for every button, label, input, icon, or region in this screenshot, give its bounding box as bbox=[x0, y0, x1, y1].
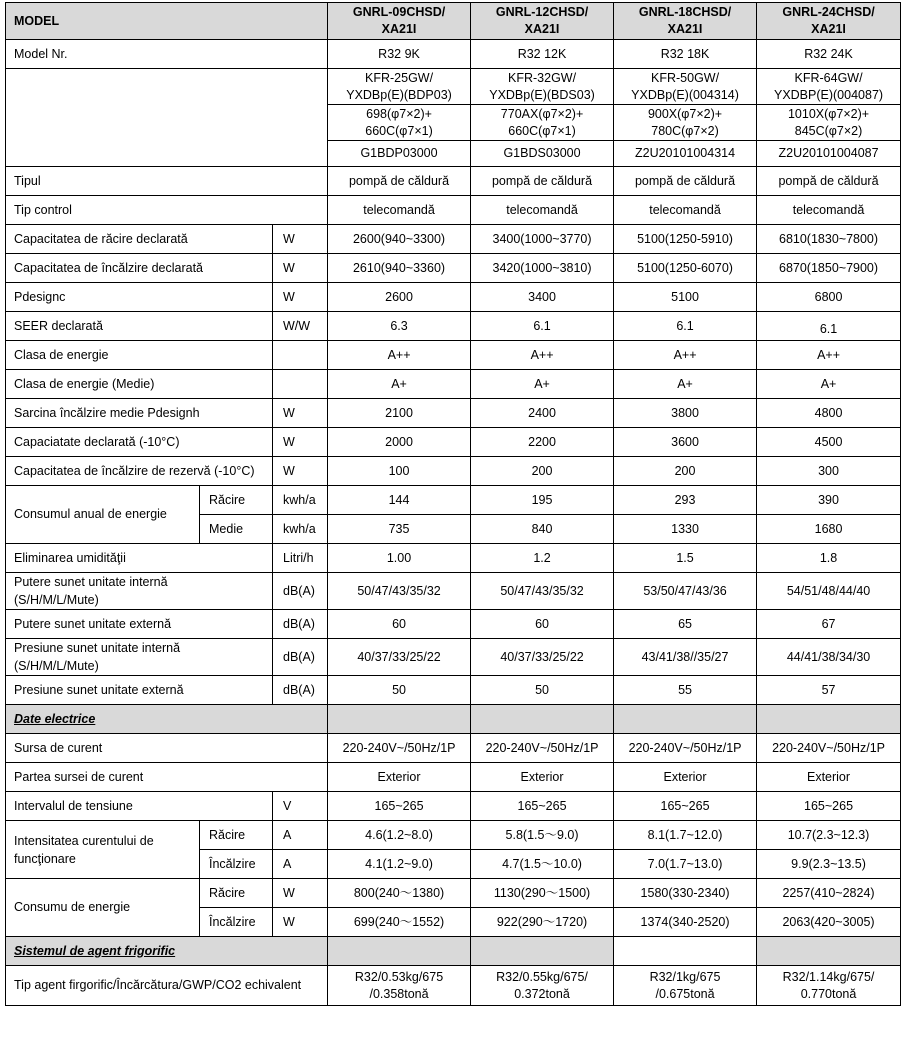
model-name-line1: GNRL-24CHSD/ bbox=[782, 5, 875, 19]
value-line2: YXDBp(E)(004314) bbox=[631, 87, 739, 102]
cell-value: R32 9K bbox=[328, 40, 471, 69]
cell-value: pompă de căldură bbox=[757, 167, 901, 196]
unit-cell: kwh/a bbox=[273, 515, 328, 544]
unit-cell bbox=[273, 370, 328, 399]
blank-cell bbox=[328, 937, 471, 966]
cell-value: 3400(1000~3770) bbox=[471, 225, 614, 254]
table-row-sursa bbox=[6, 734, 901, 763]
row-label: Tipul bbox=[6, 167, 328, 196]
row-label: Tip control bbox=[6, 196, 328, 225]
model-header-3 bbox=[614, 3, 757, 40]
sub-label: Încălzire bbox=[200, 850, 273, 879]
cell-value: 200 bbox=[614, 457, 757, 486]
cell-value: telecomandă bbox=[757, 196, 901, 225]
value-line1: 1010X(φ7×2)+ bbox=[787, 106, 870, 121]
model-name-line2: XA21I bbox=[381, 22, 417, 36]
blank-cell bbox=[471, 937, 614, 966]
table-row-intensitate-racire bbox=[6, 821, 901, 850]
sub-label: Răcire bbox=[200, 879, 273, 908]
cell-value: 735 bbox=[328, 515, 471, 544]
row-label: Sursa de curent bbox=[6, 734, 328, 763]
cell-value bbox=[757, 966, 901, 1006]
blank-cell bbox=[614, 937, 757, 966]
value-line1: R32/1.14kg/675/ bbox=[782, 969, 875, 984]
section-title bbox=[6, 705, 328, 734]
cell-value: 390 bbox=[757, 486, 901, 515]
cell-value: telecomandă bbox=[614, 196, 757, 225]
label-line2: funcţionare bbox=[14, 851, 76, 866]
cell-value bbox=[471, 69, 614, 105]
cell-value: 2100 bbox=[328, 399, 471, 428]
unit-cell: dB(A) bbox=[273, 639, 328, 676]
table-row-cap-rezerva bbox=[6, 457, 901, 486]
cell-value: 50 bbox=[328, 676, 471, 705]
value-line2: 845C(φ7×2) bbox=[794, 123, 863, 138]
value-line2: YXDBp(E)(BDP03) bbox=[346, 87, 452, 102]
value-line2: /0.358tonă bbox=[369, 986, 429, 1001]
value-line2: 660C(φ7×1) bbox=[365, 123, 433, 138]
cell-value: 2000 bbox=[328, 428, 471, 457]
cell-value bbox=[328, 69, 471, 105]
cell-value: 3400 bbox=[471, 283, 614, 312]
cell-value: 2063(420~3005) bbox=[757, 908, 901, 937]
cell-value: 220-240V~/50Hz/1P bbox=[328, 734, 471, 763]
unit-cell bbox=[273, 341, 328, 370]
unit-cell: A bbox=[273, 850, 328, 879]
cell-value: 4.1(1.2~9.0) bbox=[328, 850, 471, 879]
unit-cell: W bbox=[273, 399, 328, 428]
cell-value: 1.00 bbox=[328, 544, 471, 573]
table-row-cap-incalzire bbox=[6, 254, 901, 283]
cell-value: A+ bbox=[757, 370, 901, 399]
cell-value: 8.1(1.7~12.0) bbox=[614, 821, 757, 850]
cell-value: Exterior bbox=[328, 763, 471, 792]
cell-value: 144 bbox=[328, 486, 471, 515]
cell-value: 5.8(1.5～9.0) bbox=[471, 821, 614, 850]
cell-value: 6800 bbox=[757, 283, 901, 312]
cell-value: 1580(330-2340) bbox=[614, 879, 757, 908]
cell-value: 220-240V~/50Hz/1P bbox=[471, 734, 614, 763]
cell-value: 165~265 bbox=[757, 792, 901, 821]
table-row-tensiune bbox=[6, 792, 901, 821]
cell-value: 54/51/48/44/40 bbox=[757, 573, 901, 610]
value-line1: 900X(φ7×2)+ bbox=[647, 106, 723, 121]
row-label: Presiune sunet unitate externă bbox=[6, 676, 273, 705]
cell-value: 65 bbox=[614, 610, 757, 639]
cell-value bbox=[614, 105, 757, 141]
value-line2: YXDBP(E)(004087) bbox=[773, 87, 884, 102]
cell-value: 4800 bbox=[757, 399, 901, 428]
row-label: Capacitatea de încălzire de rezervă (-10°C) bbox=[6, 457, 273, 486]
cell-value: 50/47/43/35/32 bbox=[471, 573, 614, 610]
value-line1: KFR-50GW/ bbox=[651, 70, 720, 85]
cell-value: 53/50/47/43/36 bbox=[614, 573, 757, 610]
table-row-consum-anual-racire bbox=[6, 486, 901, 515]
cell-value: A++ bbox=[471, 341, 614, 370]
row-label: Tip agent firgorific/Încărcătura/GWP/CO2 echivalent bbox=[6, 966, 328, 1006]
cell-value: pompă de căldură bbox=[614, 167, 757, 196]
cell-value: telecomandă bbox=[328, 196, 471, 225]
value-line2: YXDBp(E)(BDS03) bbox=[489, 87, 595, 102]
table-row-agent-frigorific bbox=[6, 966, 901, 1006]
unit-cell: dB(A) bbox=[273, 573, 328, 610]
blank-cell bbox=[328, 705, 471, 734]
cell-value: 800(240～1380) bbox=[328, 879, 471, 908]
cell-value: 1.2 bbox=[471, 544, 614, 573]
model-name-line1: GNRL-09CHSD/ bbox=[352, 5, 446, 19]
model-name-line1: GNRL-12CHSD/ bbox=[495, 5, 589, 19]
table-row-putere-interna bbox=[6, 573, 901, 610]
table-row-clasa-energie-medie bbox=[6, 370, 901, 399]
value-line2: 780C(φ7×2) bbox=[651, 123, 719, 138]
cell-value bbox=[614, 966, 757, 1006]
model-header-label: MODEL bbox=[6, 3, 328, 40]
label-line1: Putere sunet unitate internă bbox=[14, 575, 168, 589]
blank-cell bbox=[614, 705, 757, 734]
cell-value: 165~265 bbox=[328, 792, 471, 821]
blank-cell bbox=[757, 937, 901, 966]
value-line1: KFR-25GW/ bbox=[365, 70, 434, 85]
row-label: Consumul anual de energie bbox=[6, 486, 200, 544]
cell-value bbox=[614, 69, 757, 105]
row-label bbox=[6, 573, 273, 610]
cell-value: Exterior bbox=[614, 763, 757, 792]
cell-value: 5100(1250-5910) bbox=[614, 225, 757, 254]
label-line1: Presiune sunet unitate internă bbox=[14, 641, 181, 655]
row-label: Intervalul de tensiune bbox=[6, 792, 273, 821]
cell-value: pompă de căldură bbox=[328, 167, 471, 196]
cell-value: 220-240V~/50Hz/1P bbox=[757, 734, 901, 763]
row-label: Pdesignc bbox=[6, 283, 273, 312]
cell-value: 57 bbox=[757, 676, 901, 705]
value-line1: R32/0.53kg/675 bbox=[354, 969, 444, 984]
cell-value: 7.0(1.7~13.0) bbox=[614, 850, 757, 879]
cell-value: 300 bbox=[757, 457, 901, 486]
cell-value: A++ bbox=[757, 341, 901, 370]
cell-value: 6.1 bbox=[471, 312, 614, 341]
value-line1: 770AX(φ7×2)+ bbox=[500, 106, 584, 121]
cell-value: 1.8 bbox=[757, 544, 901, 573]
cell-value: A+ bbox=[471, 370, 614, 399]
cell-value: 4.7(1.5～10.0) bbox=[471, 850, 614, 879]
cell-value: 922(290～1720) bbox=[471, 908, 614, 937]
cell-value: 3420(1000~3810) bbox=[471, 254, 614, 283]
unit-cell: dB(A) bbox=[273, 676, 328, 705]
table-row-pdesignc bbox=[6, 283, 901, 312]
cell-value: Exterior bbox=[757, 763, 901, 792]
value-line1: R32/0.55kg/675/ bbox=[496, 969, 588, 984]
cell-value: 2610(940~3360) bbox=[328, 254, 471, 283]
unit-cell: kwh/a bbox=[273, 486, 328, 515]
cell-value bbox=[757, 69, 901, 105]
cell-value: 195 bbox=[471, 486, 614, 515]
unit-cell: W bbox=[273, 283, 328, 312]
cell-value: G1BDP03000 bbox=[328, 141, 471, 167]
unit-cell: dB(A) bbox=[273, 610, 328, 639]
model-header-2 bbox=[471, 3, 614, 40]
section-title-text: Date electrice bbox=[14, 711, 96, 726]
row-label: Partea sursei de curent bbox=[6, 763, 328, 792]
table-row-presiune-externa bbox=[6, 676, 901, 705]
table-row-umiditate bbox=[6, 544, 901, 573]
model-header-1 bbox=[328, 3, 471, 40]
cell-value: A+ bbox=[328, 370, 471, 399]
cell-value: 100 bbox=[328, 457, 471, 486]
table-row-pdesignh bbox=[6, 399, 901, 428]
value-line2: 0.770tonă bbox=[800, 986, 857, 1001]
unit-cell: W bbox=[273, 428, 328, 457]
table-row-partea bbox=[6, 763, 901, 792]
model-name-line2: XA21I bbox=[811, 22, 846, 36]
cell-value: Exterior bbox=[471, 763, 614, 792]
cell-value: 6.1 bbox=[757, 312, 901, 341]
section-header-refrigerant bbox=[6, 937, 901, 966]
value-line1: R32/1kg/675 bbox=[649, 969, 721, 984]
cell-value: 60 bbox=[471, 610, 614, 639]
cell-value: 840 bbox=[471, 515, 614, 544]
cell-value: A+ bbox=[614, 370, 757, 399]
cell-value: 2600 bbox=[328, 283, 471, 312]
table-row-presiune-interna bbox=[6, 639, 901, 676]
section-title-text: Sistemul de agent frigorific bbox=[14, 943, 176, 958]
row-label: SEER declarată bbox=[6, 312, 273, 341]
cell-value: 3600 bbox=[614, 428, 757, 457]
sub-label: Încălzire bbox=[200, 908, 273, 937]
row-label bbox=[6, 639, 273, 676]
cell-value: G1BDS03000 bbox=[471, 141, 614, 167]
blank-label-cell bbox=[6, 69, 328, 167]
cell-value: 40/37/33/25/22 bbox=[471, 639, 614, 676]
table-row-clasa-energie bbox=[6, 341, 901, 370]
cell-value bbox=[757, 105, 901, 141]
value-line1: 698(φ7×2)+ bbox=[366, 106, 432, 121]
cell-value: 4.6(1.2~8.0) bbox=[328, 821, 471, 850]
row-label bbox=[6, 821, 200, 879]
unit-cell: W bbox=[273, 457, 328, 486]
cell-value bbox=[328, 966, 471, 1006]
cell-value: R32 12K bbox=[471, 40, 614, 69]
sub-label: Răcire bbox=[200, 821, 273, 850]
cell-value: A++ bbox=[328, 341, 471, 370]
cell-value: 2400 bbox=[471, 399, 614, 428]
cell-value: 1330 bbox=[614, 515, 757, 544]
table-row-tipul bbox=[6, 167, 901, 196]
value-line2: 0.372tonă bbox=[514, 986, 570, 1001]
model-name-line1: GNRL-18CHSD/ bbox=[638, 5, 732, 19]
cell-value: 2600(940~3300) bbox=[328, 225, 471, 254]
cell-value: 2257(410~2824) bbox=[757, 879, 901, 908]
cell-value: 165~265 bbox=[614, 792, 757, 821]
value-line2: 660C(φ7×1) bbox=[508, 123, 576, 138]
cell-value: 1680 bbox=[757, 515, 901, 544]
row-label: Model Nr. bbox=[6, 40, 328, 69]
cell-value: A++ bbox=[614, 341, 757, 370]
cell-value: Z2U20101004087 bbox=[757, 141, 901, 167]
cell-value: 200 bbox=[471, 457, 614, 486]
value-line1: KFR-32GW/ bbox=[508, 70, 577, 85]
cell-value: 2200 bbox=[471, 428, 614, 457]
label-line2: (S/H/M/L/Mute) bbox=[14, 659, 99, 673]
cell-value: 1130(290～1500) bbox=[471, 879, 614, 908]
value-line2: /0.675tonă bbox=[655, 986, 715, 1001]
cell-value: 6.1 bbox=[614, 312, 757, 341]
cell-value: 5100(1250-6070) bbox=[614, 254, 757, 283]
cell-value: 6810(1830~7800) bbox=[757, 225, 901, 254]
cell-value: 55 bbox=[614, 676, 757, 705]
cell-value: telecomandă bbox=[471, 196, 614, 225]
table-row-seer bbox=[6, 312, 901, 341]
table-row-tip-control bbox=[6, 196, 901, 225]
sub-label: Răcire bbox=[200, 486, 273, 515]
unit-cell: W bbox=[273, 225, 328, 254]
table-row-model-nr bbox=[6, 40, 901, 69]
row-label: Clasa de energie (Medie) bbox=[6, 370, 273, 399]
cell-value: 3800 bbox=[614, 399, 757, 428]
table-row-putere-externa bbox=[6, 610, 901, 639]
model-header-4 bbox=[757, 3, 901, 40]
cell-value: 293 bbox=[614, 486, 757, 515]
cell-value: 40/37/33/25/22 bbox=[328, 639, 471, 676]
label-line1: Intensitatea curentului de bbox=[14, 833, 154, 848]
cell-value: 43/41/38//35/27 bbox=[614, 639, 757, 676]
row-label: Capaciatate declarată (-10°C) bbox=[6, 428, 273, 457]
cell-value: R32 18K bbox=[614, 40, 757, 69]
row-label: Sarcina încălzire medie Pdesignh bbox=[6, 399, 273, 428]
cell-value: 1.5 bbox=[614, 544, 757, 573]
blank-cell bbox=[471, 705, 614, 734]
cell-value: 5100 bbox=[614, 283, 757, 312]
blank-cell bbox=[757, 705, 901, 734]
section-header-electric bbox=[6, 705, 901, 734]
table-row-cap-declarata-10 bbox=[6, 428, 901, 457]
row-label: Capacitatea de răcire declarată bbox=[6, 225, 273, 254]
row-label: Capacitatea de încălzire declarată bbox=[6, 254, 273, 283]
cell-value bbox=[328, 105, 471, 141]
model-name-line2: XA21I bbox=[524, 22, 560, 36]
table-row-cap-racire bbox=[6, 225, 901, 254]
label-line2: (S/H/M/L/Mute) bbox=[14, 593, 99, 607]
table-row-consum-racire bbox=[6, 879, 901, 908]
cell-value: 60 bbox=[328, 610, 471, 639]
unit-cell: V bbox=[273, 792, 328, 821]
cell-value: 9.9(2.3~13.5) bbox=[757, 850, 901, 879]
cell-value bbox=[471, 966, 614, 1006]
row-label: Consumu de energie bbox=[6, 879, 200, 937]
cell-value: 6870(1850~7900) bbox=[757, 254, 901, 283]
row-label: Putere sunet unitate externă bbox=[6, 610, 273, 639]
cell-value: 50 bbox=[471, 676, 614, 705]
cell-value: 220-240V~/50Hz/1P bbox=[614, 734, 757, 763]
cell-value: 44/41/38/34/30 bbox=[757, 639, 901, 676]
cell-value: 699(240～1552) bbox=[328, 908, 471, 937]
section-title bbox=[6, 937, 328, 966]
unit-cell: W/W bbox=[273, 312, 328, 341]
unit-cell: W bbox=[273, 908, 328, 937]
spec-table bbox=[5, 2, 901, 1006]
cell-value: 4500 bbox=[757, 428, 901, 457]
cell-value: 165~265 bbox=[471, 792, 614, 821]
model-name-line2: XA21I bbox=[667, 22, 703, 36]
cell-value: 10.7(2.3~12.3) bbox=[757, 821, 901, 850]
cell-value: 50/47/43/35/32 bbox=[328, 573, 471, 610]
unit-cell: W bbox=[273, 879, 328, 908]
cell-value: pompă de căldură bbox=[471, 167, 614, 196]
header-row bbox=[6, 3, 901, 40]
cell-value bbox=[471, 105, 614, 141]
cell-value: 67 bbox=[757, 610, 901, 639]
value-line1: KFR-64GW/ bbox=[794, 70, 863, 85]
table-row-outdoor-model bbox=[6, 69, 901, 105]
unit-cell: A bbox=[273, 821, 328, 850]
cell-value: R32 24K bbox=[757, 40, 901, 69]
cell-value: 1374(340-2520) bbox=[614, 908, 757, 937]
cell-value: 6.3 bbox=[328, 312, 471, 341]
unit-cell: Litri/h bbox=[273, 544, 328, 573]
row-label: Clasa de energie bbox=[6, 341, 273, 370]
sub-label: Medie bbox=[200, 515, 273, 544]
row-label: Eliminarea umidităţii bbox=[6, 544, 273, 573]
cell-value: Z2U20101004314 bbox=[614, 141, 757, 167]
unit-cell: W bbox=[273, 254, 328, 283]
